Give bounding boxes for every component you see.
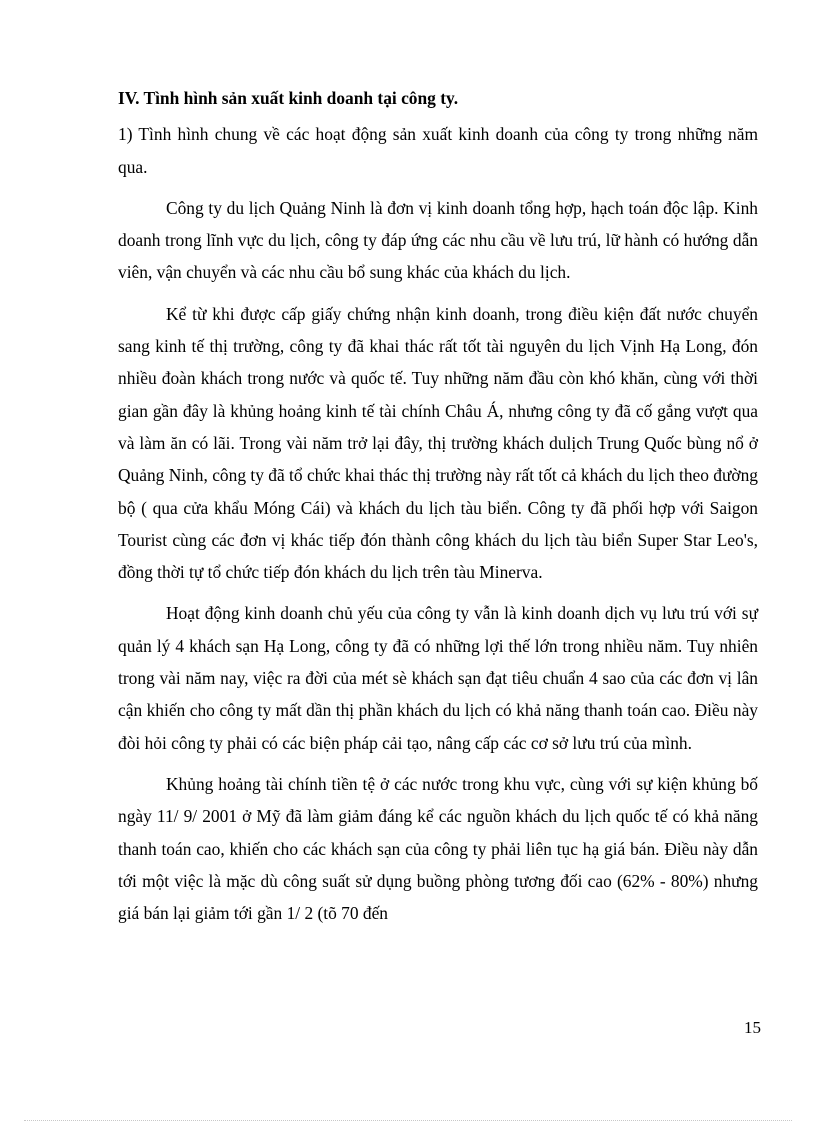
body-paragraph-accommodation-business: Hoạt động kinh doanh chủ yếu của công ty vẫn là kinh doanh dịch vụ lưu trú với sự quản lý 4 khách sạn Hạ Long, công ty đã có những lợi thế lớn trong nhiều năm. Tuy nhiên trong vài năm nay, việc ra đời của mét sè khách sạn đạt tiêu chuẩn 4 sao của các đơn vị lân cận khiến cho công ty mất dần thị phần khách du lịch có khả năng thanh toán cao. Điều này đòi hỏi công ty phải có các biện pháp cải tạo, nâng cấp các cơ sở lưu trú của mình. (118, 603, 758, 753)
page-bottom-divider (24, 1120, 792, 1121)
subsection-title-paragraph: 1) Tình hình chung về các hoạt động sản xuất kinh doanh của công ty trong những năm qua. (118, 124, 758, 177)
body-paragraph-financial-crisis: Khủng hoảng tài chính tiền tệ ở các nước trong khu vực, cùng với sự kiện khủng bố ngày 11/ 9/ 2001 ở Mỹ đã làm giảm đáng kể các nguồn khách du lịch quốc tế có khả năng thanh toán cao, khiến cho các khách sạn của công ty phải liên tục hạ giá bán. Điều này dẫn tới một việc là mặc dù công suất sử dụng buồng phòng tương đối cao (62% - 80%) nhưng giá bán lại giảm tới gần 1/ 2 (tõ 70 đến (118, 773, 758, 924)
section-heading: IV. Tình hình sản xuất kinh doanh tại công ty. (118, 88, 459, 108)
body-paragraph-market-development: Kể từ khi được cấp giấy chứng nhận kinh doanh, trong điều kiện đất nước chuyển sang kinh tế thị trường, công ty đã khai thác rất tốt tài nguyên du lịch Vịnh Hạ Long, đón nhiều đoàn khách trong nước và quốc tế. Tuy những năm đầu còn khó khăn, cùng với thời gian gần đây là khủng hoảng kinh tế tài chính Châu Á, nhưng công ty đã cố gắng vượt qua và làm ăn có lãi. Trong vài năm trở lại đây, thị trường khách dulịch Trung Quốc bùng nổ ở Quảng Ninh, công ty đã tổ chức khai thác thị trường này rất tốt cả khách du lịch theo đường bộ ( qua cửa khẩu Móng Cái) và khách du lịch tàu biển. Công ty đã phối hợp với Saigon Tourist cùng các đơn vị khác tiếp đón thành công khách du lịch tàu biển Super Star Leo's, đồng thời tự tổ chức tiếp đón khách du lịch trên tàu Minerva. (118, 303, 758, 583)
document-body (118, 82, 758, 938)
page-number: 15 (744, 1018, 761, 1037)
body-paragraph-company-overview: Công ty du lịch Quảng Ninh là đơn vị kinh doanh tổng hợp, hạch toán độc lập. Kinh doanh trong lĩnh vực du lịch, công ty đáp ứng các nhu cầu về lưu trú, lữ hành có hướng dẫn viên, vận chuyển và các nhu cầu bổ sung khác của khách du lịch. (118, 197, 758, 283)
